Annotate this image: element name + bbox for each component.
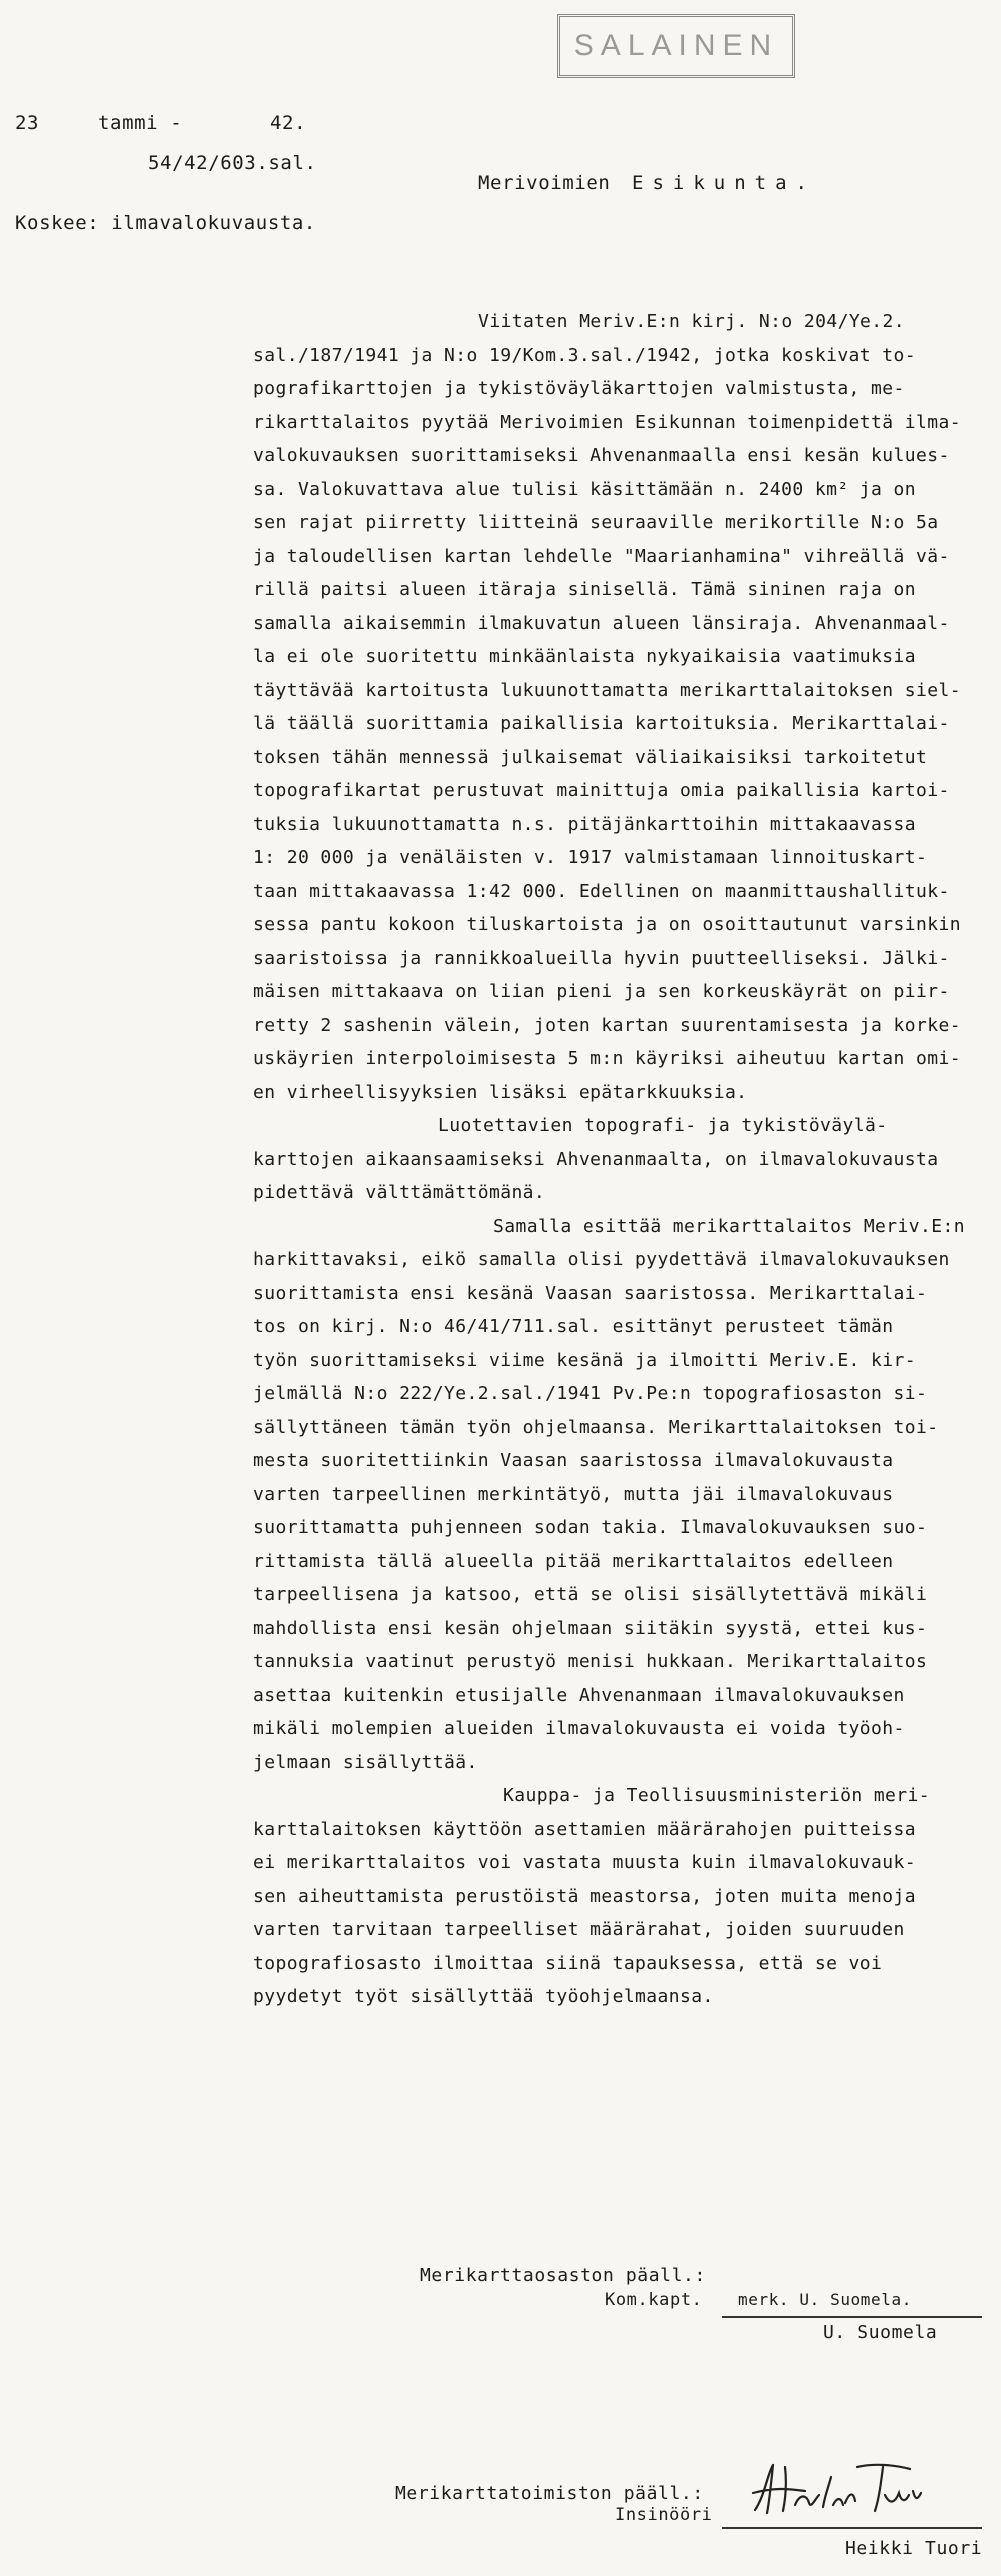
body-line: topografiosasto ilmoittaa siinä tapauksessa, että se voi — [253, 1952, 883, 1974]
signer2-underline — [722, 2527, 982, 2529]
signer1-underline — [722, 2316, 982, 2318]
body-line: valokuvauksen suorittamiseksi Ahvenanmaalla ensi kesän kulues- — [253, 445, 950, 466]
recipient-prefix: Merivoimien — [478, 172, 611, 194]
body-line: pidettävä välttämättömänä. — [253, 1182, 546, 1203]
date-year: 42. — [270, 112, 307, 134]
body-line: uskäyrien interpoloimisesta 5 m:n käyriksi aiheutuu kartan omi- — [253, 1048, 961, 1069]
body-line: sen rajat piirretty liitteinä seuraaville merikortille N:o 5a — [253, 512, 939, 533]
body-line: suorittamatta puhjenneen sodan takia. Ilmavalokuvauksen suo- — [253, 1517, 928, 1538]
body-line: pyydetyt työt sisällyttää työohjelmaansa. — [253, 1986, 714, 2007]
recipient-name: Esikunta. — [632, 172, 816, 194]
signer1-rank: Kom.kapt. — [605, 2290, 703, 2310]
handwritten-signature — [745, 2455, 935, 2525]
body-line: varten tarpeellinen merkintätyö, mutta jäi ilmavalokuvaus — [253, 1483, 894, 1505]
body-line: tos on kirj. N:o 46/41/711.sal. esittänyt perusteet tämän — [253, 1316, 894, 1337]
body-line: pografikarttojen ja tykistöväyläkarttojen valmistusta, me- — [253, 378, 905, 399]
body-line: la ei ole suoritettu minkäänlaista nykyaikaisia vaatimuksia — [253, 646, 916, 667]
body-line: rillä paitsi alueen itäraja sinisellä. Tämä sininen raja on — [253, 579, 916, 600]
body-line: sal./187/1941 ja N:o 19/Kom.3.sal./1942, jotka koskivat to- — [253, 344, 916, 366]
body-line: karttalaitoksen käyttöön asettamien määrärahojen puitteissa — [253, 1818, 916, 1840]
body-line: jelmällä N:o 222/Ye.2.sal./1941 Pv.Pe:n topografiosaston si- — [253, 1383, 928, 1404]
body-line: karttojen aikaansaamiseksi Ahvenanmaalta, on ilmavalokuvausta — [253, 1148, 939, 1170]
signer2-rank: Insinööri — [615, 2505, 713, 2525]
body-line: ja taloudellisen kartan lehdelle "Maarianhamina" vihreällä vä- — [253, 545, 950, 567]
body-line: Viitaten Meriv.E:n kirj. N:o 204/Ye.2. — [478, 311, 906, 332]
body-line: varten tarvitaan tarpeelliset määrärahat, joiden suuruuden — [253, 1919, 905, 1940]
body-line: Luotettavien topografi- ja tykistöväylä- — [438, 1115, 888, 1136]
body-line: suorittamista ensi kesänä Vaasan saaristossa. Merikarttalai- — [253, 1282, 928, 1304]
body-line: lä täällä suorittamia paikallisia kartoituksia. Merikarttalai- — [253, 713, 950, 734]
body-line: rikarttalaitos pyytää Merivoimien Esikunnan toimenpidettä ilma- — [253, 411, 961, 433]
body-line: retty 2 sashenin välein, joten kartan suurentamisesta ja korke- — [253, 1014, 961, 1036]
body-line: en virheellisyyksien lisäksi epätarkkuuksia. — [253, 1081, 748, 1103]
body-line: toksen tähän mennessä julkaisemat väliaikaisiksi tarkoitetut — [253, 746, 928, 768]
body-line: tuksia lukuunottamatta n.s. pitäjänkarttoihin mittakaavassa — [253, 813, 916, 835]
body-line: rittamista tällä alueella pitää merikarttalaitos edelleen — [253, 1550, 894, 1572]
classification-stamp: SALAINEN — [557, 14, 795, 78]
body-line: harkittavaksi, eikö samalla olisi pyydettävä ilmavalokuvauksen — [253, 1249, 950, 1270]
body-line: topografikartat perustuvat mainittuja omia paikallisia kartoi- — [253, 780, 950, 801]
body-line: taan mittakaavassa 1:42 000. Edellinen on maanmittaushallituk- — [253, 880, 950, 902]
body-line: tarpeellisena ja katsoo, että se olisi sisällytettävä mikäli — [253, 1584, 928, 1605]
body-line: täyttävää kartoitusta lukuunottamatta merikarttalaitoksen siel- — [253, 679, 961, 701]
date-day: 23 — [15, 112, 40, 134]
body-line: mäisen mittakaava on liian pieni ja sen korkeuskäyrät on piir- — [253, 981, 950, 1002]
body-line: samalla aikaisemmin ilmakuvatun alueen länsiraja. Ahvenanmaal- — [253, 612, 950, 634]
body-line: mikäli molempien alueiden ilmavalokuvausta ei voida työoh- — [253, 1718, 905, 1739]
signer2-title: Merikarttatoimiston pääll.: — [395, 2483, 704, 2504]
body-line: Kauppa- ja Teollisuusministeriön meri- — [503, 1785, 931, 1806]
body-line: mesta suoritettiinkin Vaasan saaristossa ilmavalokuvausta — [253, 1450, 894, 1471]
date-month: tammi - — [98, 112, 183, 134]
signer2-name: Heikki Tuori — [845, 2538, 983, 2559]
body-line: asettaa kuitenkin etusijalle Ahvenanmaan ilmavalokuvauksen — [253, 1684, 905, 1706]
body-line: sällyttäneen tämän työn ohjelmaansa. Merikarttalaitoksen toi- — [253, 1416, 939, 1438]
body-line: mahdollista ensi kesän ohjelmaan siitäkin syystä, ettei kus- — [253, 1617, 928, 1639]
body-line: työn suorittamiseksi viime kesänä ja ilmoitti Meriv.E. kir- — [253, 1349, 916, 1371]
body-line: sa. Valokuvattava alue tulisi käsittämään n. 2400 km² ja on — [253, 478, 916, 500]
body-line: saaristoissa ja rannikkoalueilla hyvin puutteelliseksi. Jälki- — [253, 947, 950, 969]
body-line: ei merikarttalaitos voi vastata muusta kuin ilmavalokuvauk- — [253, 1852, 916, 1873]
letter-body — [253, 305, 993, 2014]
signer1-title: Merikarttaosaston päall.: — [420, 2265, 706, 2286]
subject-line: Koskee: ilmavalokuvausta. — [15, 212, 316, 234]
reference-number: 54/42/603.sal. — [148, 152, 317, 174]
body-line: jelmaan sisällyttää. — [253, 1751, 478, 1773]
signer1-merk: merk. U. Suomela. — [738, 2290, 912, 2309]
body-line: sessa pantu kokoon tiluskartoista ja on osoittautunut varsinkin — [253, 914, 961, 935]
body-line: 1: 20 000 ja venäläisten v. 1917 valmistamaan linnoituskart- — [253, 847, 928, 868]
body-line: sen aiheuttamista perustöistä meastorsa, joten muita menoja — [253, 1885, 916, 1907]
signer1-name: U. Suomela — [823, 2322, 938, 2343]
body-line: tannuksia vaatinut perustyö menisi hukkaan. Merikarttalaitos — [253, 1651, 928, 1672]
body-line: Samalla esittää merikarttalaitos Meriv.E:n — [493, 1215, 965, 1237]
